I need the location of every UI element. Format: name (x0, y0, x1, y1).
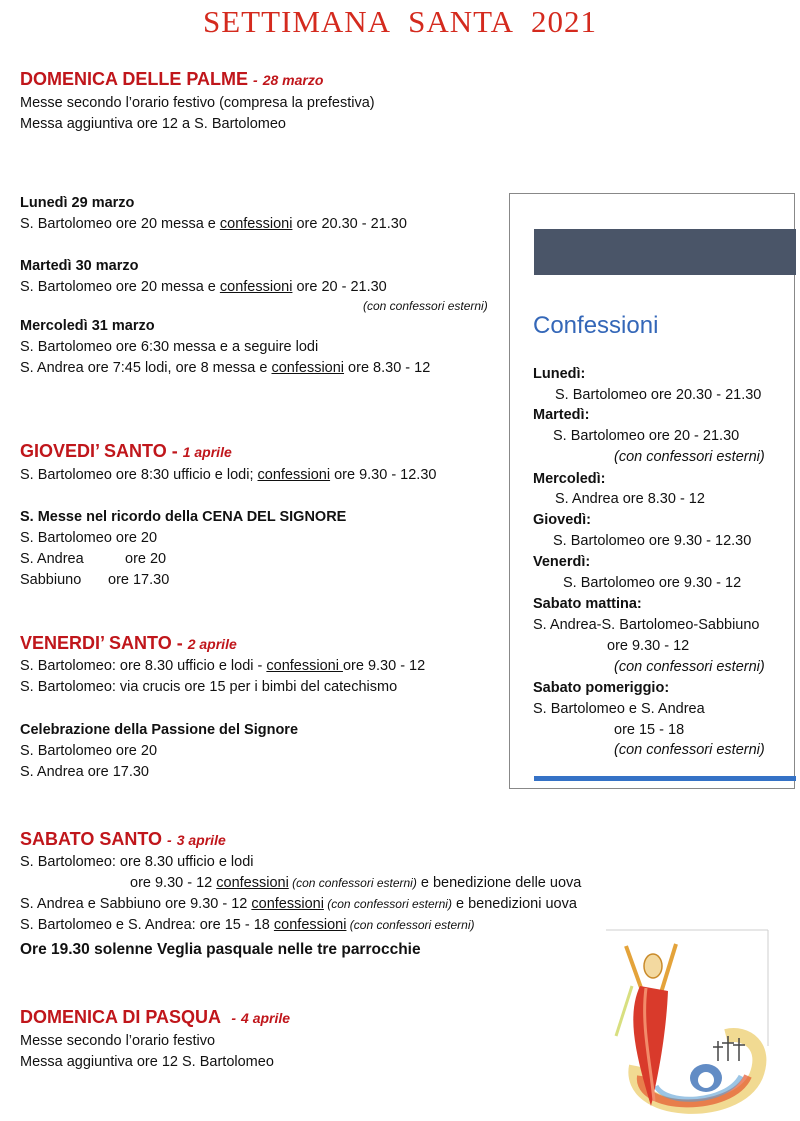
palme-sep: - (253, 72, 258, 88)
palme-heading (20, 69, 323, 90)
conf-sabato-mattina-value-2: ore 9.30 - 12 (607, 638, 690, 654)
page-title: SETTIMANA SANTA 2021 (202, 4, 598, 39)
conf-venerdi: Venerdì: (533, 554, 591, 570)
giovedi-pre: S. Bartolomeo ore 8:30 ufficio e lodi; (20, 467, 258, 483)
martedi-pre: S. Bartolomeo ore 20 messa e (20, 279, 220, 295)
sabato-line-1: S. Bartolomeo: ore 8.30 ufficio e lodi (20, 854, 254, 870)
confessioni-box (509, 193, 795, 789)
martedi-day: Martedì 30 marzo (20, 258, 139, 274)
giovedi-conf: confessioni (257, 467, 331, 483)
pasqua-line-2: Messa aggiuntiva ore 12 S. Bartolomeo (20, 1054, 274, 1070)
venerdi-post: ore 9.30 - 12 (342, 658, 426, 674)
sabato-heading (20, 829, 226, 850)
sabato-line-4 (20, 915, 475, 936)
venerdi-subhead: Celebrazione della Passione del Signore (20, 722, 299, 738)
resurrection-illustration (596, 926, 774, 1121)
mass-time: ore 20 (115, 530, 158, 546)
giovedi-line (20, 465, 436, 486)
venerdi-conf: confessioni (266, 658, 343, 674)
venerdi-date: 2 aprile (187, 636, 237, 652)
venerdi-mass-1: S. Bartolomeo ore 20 (20, 743, 158, 759)
mercoledi-conf: confessioni (271, 360, 345, 376)
mercoledi-line-2 (20, 358, 430, 379)
confessioni-footer-bar (534, 776, 796, 781)
conf-sabato-mattina-value-1: S. Andrea-S. Bartolomeo-Sabbiuno (533, 617, 760, 633)
giovedi-subhead: S. Messe nel ricordo della CENA DEL SIGNORE (20, 509, 347, 525)
giovedi-heading-text: GIOVEDI’ SANTO - (20, 441, 178, 461)
venerdi-line-2: S. Bartolomeo: via crucis ore 15 per i bimbi del catechismo (20, 679, 398, 695)
sabato-l3-pre: S. Andrea e Sabbiuno ore 9.30 - 12 (20, 896, 252, 912)
conf-lunedi-value: S. Bartolomeo ore 20.30 - 21.30 (555, 387, 762, 403)
venerdi-heading-text: VENERDI’ SANTO - (20, 633, 183, 653)
giovedi-mass-2 (20, 549, 166, 570)
mercoledi-line-1: S. Bartolomeo ore 6:30 messa e a seguire lodi (20, 339, 319, 355)
giovedi-date: 1 aprile (182, 444, 232, 460)
sabato-date: 3 aprile (176, 832, 226, 848)
sabato-line-2 (130, 873, 581, 894)
sabato-l4-note: (con confessori esterni) (346, 918, 475, 932)
mass-time: ore 17.30 (108, 572, 170, 588)
lunedi-pre: S. Bartolomeo ore 20 messa e (20, 216, 220, 232)
sabato-l3-conf: confessioni (251, 896, 324, 912)
sabato-veglia: Ore 19.30 solenne Veglia pasquale nelle tre parrocchie (20, 941, 421, 958)
conf-martedi-value: S. Bartolomeo ore 20 - 21.30 (553, 428, 740, 444)
sabato-l2-conf: confessioni (216, 875, 289, 891)
mass-time: ore 20 (125, 551, 167, 567)
mass-place: S. Bartolomeo (20, 530, 112, 546)
conf-giovedi-value: S. Bartolomeo ore 9.30 - 12.30 (553, 533, 752, 549)
lunedi-post: ore 20.30 - 21.30 (292, 216, 407, 232)
conf-sabato-pomeriggio-note: (con confessori esterni) (614, 742, 765, 758)
sabato-heading-text: SABATO SANTO (20, 829, 163, 849)
conf-lunedi: Lunedì: (533, 366, 586, 382)
conf-mercoledi-value: S. Andrea ore 8.30 - 12 (555, 491, 705, 507)
conf-sabato-pomeriggio: Sabato pomeriggio: (533, 680, 670, 696)
mass-place: S. Andrea (20, 551, 84, 567)
martedi-line (20, 277, 387, 298)
venerdi-mass-2: S. Andrea ore 17.30 (20, 764, 149, 780)
conf-sabato-mattina: Sabato mattina: (533, 596, 642, 612)
lunedi-conf: confessioni (219, 216, 293, 232)
conf-martedi-note: (con confessori esterni) (614, 449, 765, 465)
confessioni-header-bar (534, 229, 796, 275)
giovedi-heading (20, 441, 232, 462)
confessioni-title: Confessioni (533, 312, 659, 339)
palme-line-2: Messa aggiuntiva ore 12 a S. Bartolomeo (20, 116, 286, 132)
pasqua-sep: - (231, 1010, 237, 1026)
mercoledi-day: Mercoledì 31 marzo (20, 318, 155, 334)
sabato-l3-note: (con confessori esterni) (323, 897, 452, 911)
venerdi-pre: S. Bartolomeo: ore 8.30 ufficio e lodi - (20, 658, 267, 674)
giovedi-mass-3 (20, 570, 169, 591)
sabato-l2-pre: ore 9.30 - 12 (130, 875, 217, 891)
giovedi-mass-1 (20, 528, 157, 549)
sabato-l4-conf: confessioni (273, 917, 347, 933)
palme-line-1: Messe secondo l’orario festivo (compresa la prefestiva) (20, 95, 375, 111)
sabato-l2-note: (con confessori esterni) (288, 876, 417, 890)
mass-place: Sabbiuno (20, 572, 82, 588)
pasqua-date: 4 aprile (241, 1010, 291, 1026)
mercoledi-pre: S. Andrea ore 7:45 lodi, ore 8 messa e (20, 360, 272, 376)
martedi-note: (con confessori esterni) (363, 299, 488, 313)
giovedi-post: ore 9.30 - 12.30 (330, 467, 437, 483)
conf-mercoledi: Mercoledì: (533, 471, 606, 487)
conf-sabato-pomeriggio-value-1: S. Bartolomeo e S. Andrea (533, 701, 705, 717)
pasqua-heading (20, 1007, 290, 1028)
venerdi-line-1 (20, 656, 425, 677)
conf-sabato-mattina-note: (con confessori esterni) (614, 659, 765, 675)
sabato-l2-post: e benedizione delle uova (416, 875, 582, 891)
conf-giovedi: Giovedì: (533, 512, 592, 528)
pasqua-line-1: Messe secondo l’orario festivo (20, 1033, 216, 1049)
sabato-line-3 (20, 894, 577, 915)
palme-heading-text: DOMENICA DELLE PALME (20, 69, 248, 89)
pasqua-heading-text: DOMENICA DI PASQUA (20, 1007, 221, 1027)
martedi-post: ore 20 - 21.30 (292, 279, 387, 295)
conf-sabato-pomeriggio-value-2: ore 15 - 18 (614, 722, 685, 738)
lunedi-line (20, 214, 407, 235)
sabato-l4-pre: S. Bartolomeo e S. Andrea: ore 15 - 18 (20, 917, 274, 933)
palme-date: 28 marzo (262, 72, 324, 88)
venerdi-heading (20, 633, 237, 654)
sabato-sep: - (167, 832, 172, 848)
conf-martedi: Martedì: (533, 407, 590, 423)
conf-venerdi-value: S. Bartolomeo ore 9.30 - 12 (563, 575, 742, 591)
mercoledi-post: ore 8.30 - 12 (344, 360, 431, 376)
lunedi-day: Lunedì 29 marzo (20, 195, 135, 211)
sabato-l3-post: e benedizioni uova (451, 896, 577, 912)
martedi-conf: confessioni (219, 279, 293, 295)
